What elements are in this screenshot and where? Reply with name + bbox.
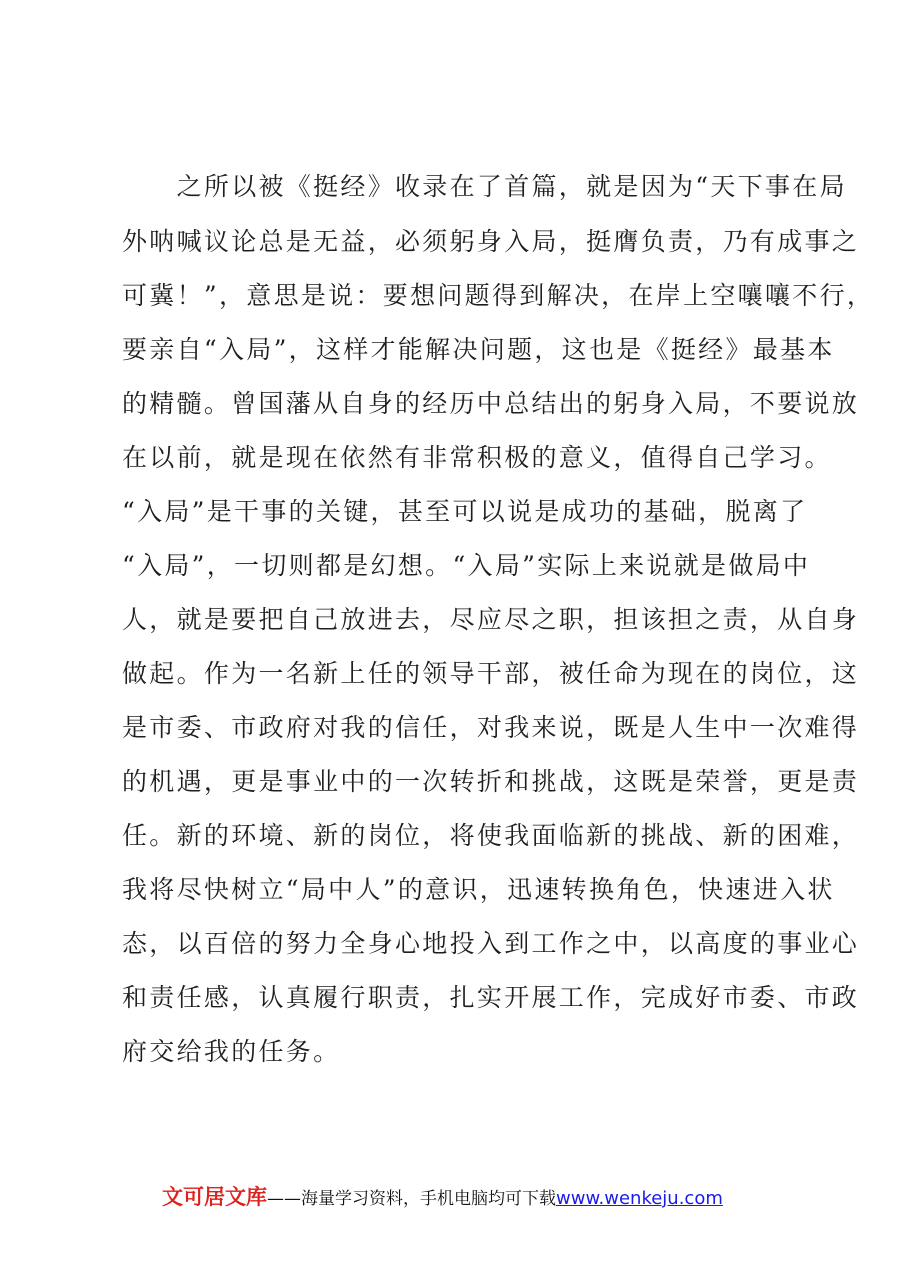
body-line: 和责任感，认真履行职责，扎实开展工作，完成好市委、市政 — [122, 983, 860, 1012]
body-line: 的精髓。曾国藩从自身的经历中总结出的躬身入局，不要说放 — [122, 389, 860, 418]
body-line: 之所以被《挺经》收录在了首篇，就是因为“天下事在局 — [122, 172, 847, 201]
footer-slogan: ——海量学习资料，手机电脑均可下载 — [267, 1189, 556, 1209]
body-line: 要亲自“入局”，这样才能解决问题，这也是《挺经》最基本 — [122, 335, 835, 364]
body-line: 外呐喊议论总是无益，必须躬身入局，挺膺负责，乃有成事之 — [122, 227, 860, 256]
body-line: 我将尽快树立“局中人”的意识，迅速转换角色，快速进入状 — [122, 875, 835, 904]
body-line: 态，以百倍的努力全身心地投入到工作之中，以高度的事业心 — [122, 929, 860, 958]
body-line: 做起。作为一名新上任的领导干部，被任命为现在的岗位，这 — [122, 659, 860, 688]
body-line: 人，就是要把自己放进去，尽应尽之职，担该担之责，从自身 — [122, 605, 860, 634]
body-line: “入局”是干事的关键，甚至可以说是成功的基础，脱离了 — [122, 497, 808, 526]
body-line: 的机遇，更是事业中的一次转折和挑战，这既是荣誉，更是责 — [122, 767, 860, 796]
body-line: 是市委、市政府对我的信任，对我来说，既是人生中一次难得 — [122, 713, 860, 742]
body-line: 在以前，就是现在依然有非常积极的意义，值得自己学习。 — [122, 443, 832, 472]
body-line: 府交给我的任务。 — [122, 1037, 341, 1066]
body-line: 可冀！”，意思是说：要想问题得到解决，在岸上空嚷嚷不行， — [122, 281, 875, 310]
footer-brand: 文可居文库 — [162, 1185, 267, 1209]
footer — [162, 1183, 723, 1211]
body-line: “入局”，一切则都是幻想。“入局”实际上来说就是做局中 — [122, 551, 811, 580]
footer-link[interactable]: www.wenkeju.com — [556, 1188, 723, 1209]
body-line: 任。新的环境、新的岗位，将使我面临新的挑战、新的困难， — [122, 821, 860, 850]
